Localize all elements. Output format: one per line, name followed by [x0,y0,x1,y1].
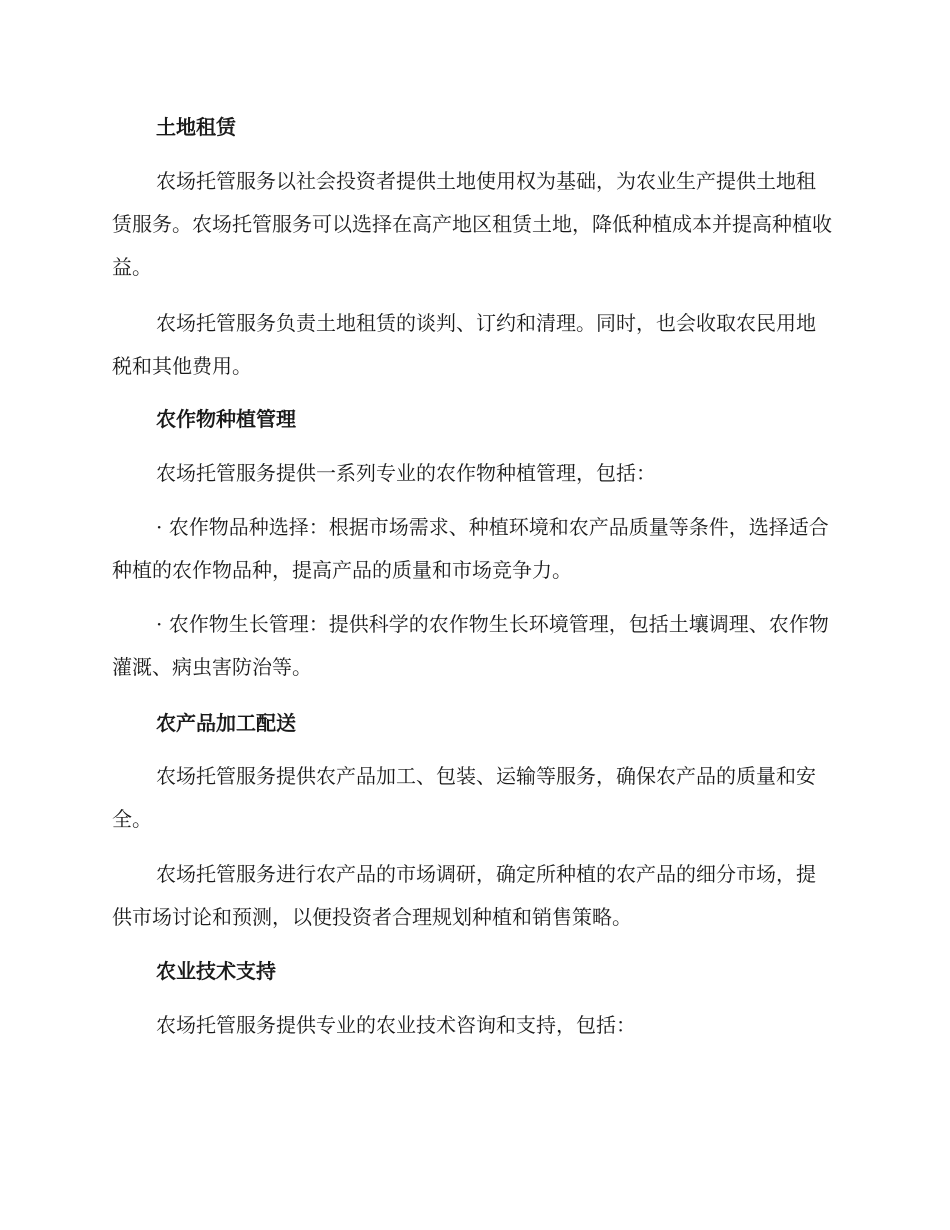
section-heading-tech-support: 农业技术支持 [156,959,276,983]
paragraph: 农场托管服务负责土地租赁的谈判、订约和清理。同时，也会收取农民用地税和其他费用。 [112,311,816,378]
paragraph: 农场托管服务以社会投资者提供土地使用权为基础，为农业生产提供土地租赁服务。农场托管服务可以选择在高产地区租赁土地，降低种植成本并提高种植收益。 [112,169,832,279]
paragraph: 农场托管服务提供专业的农业技术咨询和支持，包括： [156,1013,636,1037]
paragraph: 农场托管服务提供一系列专业的农作物种植管理，包括： [156,461,656,485]
list-item: · 农作物生长管理：提供科学的农作物生长环境管理，包括土壤调理、农作物灌溉、病虫害防治等。 [112,612,829,679]
paragraph: 农场托管服务提供农产品加工、包装、运输等服务，确保农产品的质量和安全。 [112,764,816,831]
list-item: · 农作物品种选择：根据市场需求、种植环境和农产品质量等条件，选择适合种植的农作物品种，提高产品的质量和市场竞争力。 [112,515,829,582]
section-heading-land-lease: 土地租赁 [156,115,236,139]
paragraph: 农场托管服务进行农产品的市场调研，确定所种植的农产品的细分市场，提供市场讨论和预测，以便投资者合理规划种植和销售策略。 [112,862,816,929]
section-heading-processing-distribution: 农产品加工配送 [156,711,296,735]
section-heading-crop-management: 农作物种植管理 [156,407,296,431]
